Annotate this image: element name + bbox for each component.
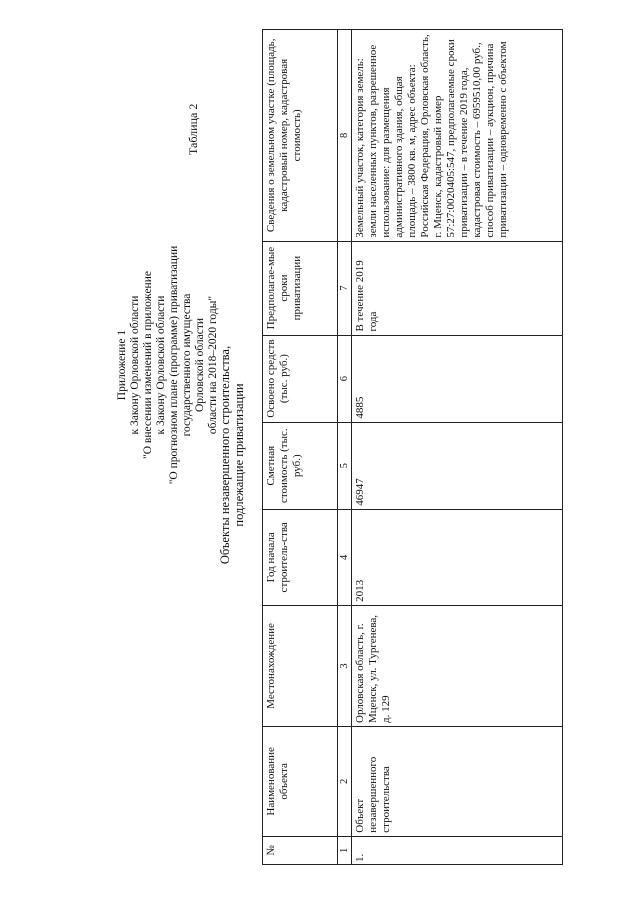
header-year: Год начала строитель-ства	[263, 509, 338, 605]
column-number: 1	[338, 836, 352, 864]
land-plot-info: Земельный участок, категория земель: земли населенных пунктов, разрешенное использование: для размещения административного здания, общая площадь – 3800 кв. м, адрес объекта: Российская Федерация, Орловская область, г. Мценск, кадастровый номер 57:27:0020405:547, предполагаемые сроки приватизации – в течение 2019 года, кадастровая стоимость – 6959510,00 руб., способ приватизации – аукцион, причина приватизации – одновременно с объектом	[352, 30, 563, 242]
appendix-line: государственного имущества	[181, 293, 193, 437]
appendix-line: области на 2018–2020 годы"	[207, 295, 219, 435]
appendix-line: к Закону Орловской области	[155, 295, 167, 435]
header-number: №	[263, 836, 338, 864]
header-location: Местонахождение	[263, 605, 338, 726]
column-number: 4	[338, 509, 352, 605]
object-location: Орловская область, г. Мценск, ул. Тургенева, д. 129	[352, 605, 563, 726]
object-name: Объект незавершенного строительства	[352, 726, 563, 836]
spent-funds: 4885	[352, 335, 563, 422]
column-number: 5	[338, 422, 352, 509]
appendix-line: "О внесении изменений в приложение	[142, 271, 154, 459]
table-row	[352, 30, 563, 865]
appendix-header	[116, 215, 220, 515]
row-number: 1.	[352, 836, 563, 864]
header-land: Сведения о земельном участке (площадь, кадастровый номер, кадастровая стоимость)	[263, 30, 338, 242]
estimated-cost: 46947	[352, 422, 563, 509]
column-number: 2	[338, 726, 352, 836]
header-terms: Предполагае-мые сроки приватизации	[263, 241, 338, 335]
header-name: Наименование объекта	[263, 726, 338, 836]
privatization-terms: В течение 2019 года	[352, 241, 563, 335]
column-number: 8	[338, 30, 352, 242]
column-number: 6	[338, 335, 352, 422]
appendix-line: к Закону Орловской области	[129, 295, 141, 435]
document-title	[218, 155, 246, 755]
header-cost: Сметная стоимость (тыс. руб.)	[263, 422, 338, 509]
title-line: Объекты незавершенного строительства,	[218, 345, 232, 565]
table-number: Таблица 2	[186, 103, 200, 155]
appendix-line: Орловской области	[194, 317, 206, 413]
column-numbers-row	[338, 30, 352, 865]
appendix-line: "О прогнозном плане (программе) приватизации	[168, 245, 180, 485]
construction-start-year: 2013	[352, 509, 563, 605]
column-number: 7	[338, 241, 352, 335]
column-number: 3	[338, 605, 352, 726]
header-spent: Освоено средств (тыс. руб.)	[263, 335, 338, 422]
objects-table	[262, 29, 563, 865]
appendix-line: Приложение 1	[116, 329, 128, 401]
table-header-row	[263, 30, 338, 865]
title-line: подлежащие приватизации	[232, 383, 246, 527]
